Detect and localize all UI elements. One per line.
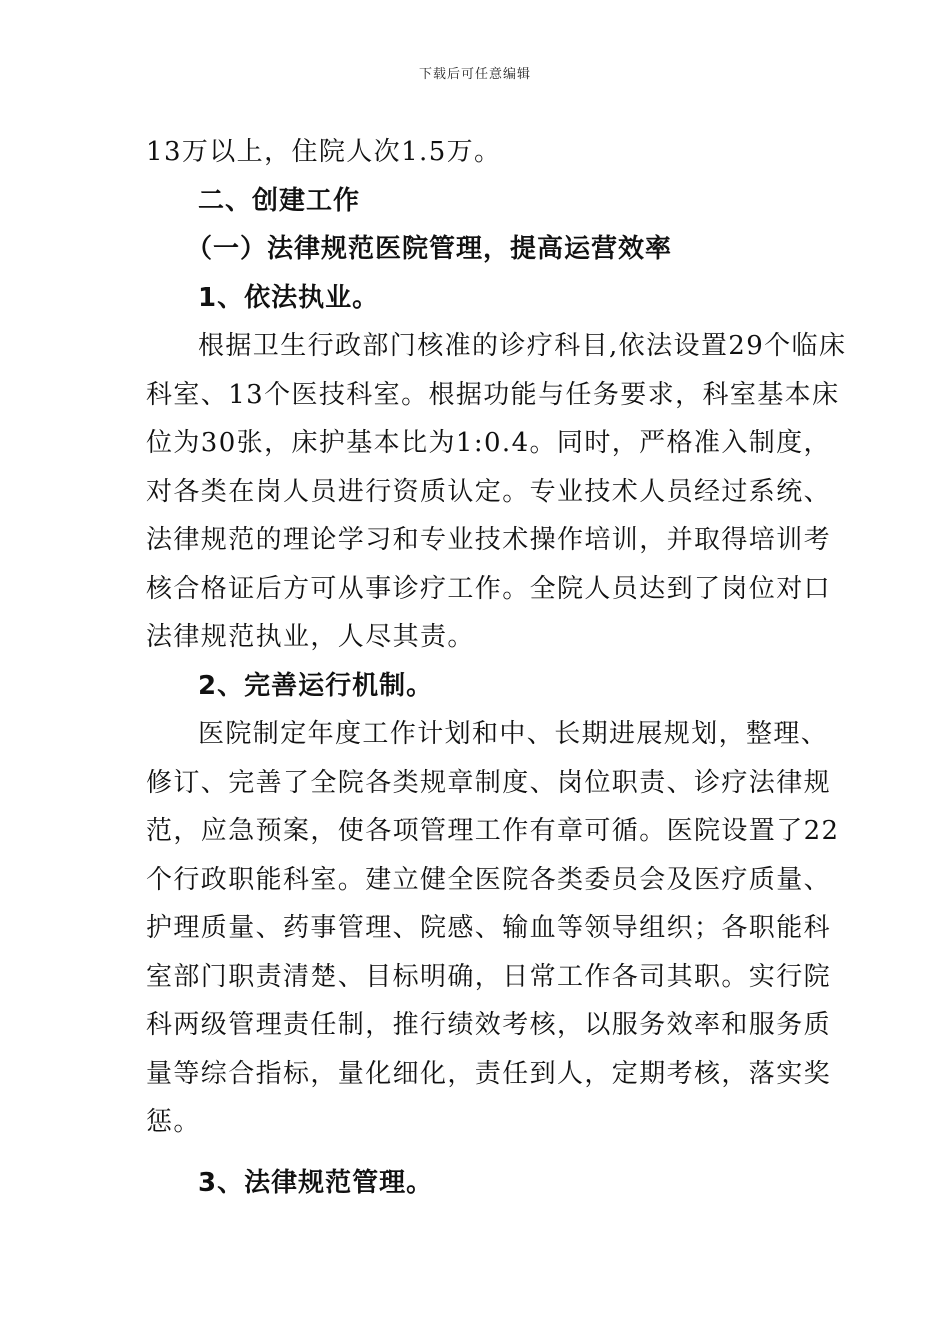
paragraph-line: 法律规范执业，人尽其责。 (146, 622, 475, 652)
paragraph-line: 位为30张，床护基本比为1:0.4。同时，严格准入制度， (146, 428, 831, 458)
paragraph-line: 13万以上，住院人次1.5万。 (146, 137, 502, 167)
spacer (146, 1147, 806, 1159)
section-heading: 二、创建工作 (198, 185, 361, 216)
paragraph-line: 对各类在岗人员进行资质认定。专业技术人员经过系统、 (146, 476, 832, 507)
paragraph-line: 法律规范的理论学习和专业技术操作培训，并取得培训考 (146, 525, 832, 555)
paragraph-line: 科两级管理责任制，推行绩效考核，以服务效率和服务质 (146, 1010, 832, 1040)
paragraph-line: 室部门职责清楚、目标明确，日常工作各司其职。实行院 (146, 961, 832, 992)
paragraph-line: 范，应急预案，使各项管理工作有章可循。医院设置了22 (146, 816, 840, 846)
paragraph-line: 修订、完善了全院各类规章制度、岗位职责、诊疗法律规 (146, 767, 832, 798)
paragraph-line: 惩。 (146, 1107, 201, 1137)
item-heading: 1、依法执业。 (198, 282, 380, 313)
paragraph-line: 根据卫生行政部门核准的诊疗科目,依法设置29个临床 (198, 331, 847, 361)
item-heading: 2、完善运行机制。 (198, 670, 434, 701)
paragraph-line: 科室、13个医技科室。根据功能与任务要求，科室基本床 (146, 379, 840, 410)
paragraph (146, 710, 840, 1147)
paragraph-line: 护理质量、药事管理、院感、输血等领导组织；各职能科 (146, 913, 832, 943)
page-header: 下载后可任意编辑 (418, 67, 531, 82)
paragraph (146, 322, 847, 662)
item-heading: 3、法律规范管理。 (198, 1167, 434, 1198)
paragraph-line: 量等综合指标，量化细化，责任到人，定期考核，落实奖 (146, 1058, 832, 1089)
paragraph-line: 个行政职能科室。建立健全医院各类委员会及医疗质量、 (146, 864, 832, 895)
paragraph-line: 医院制定年度工作计划和中、长期进展规划，整理、 (198, 719, 829, 749)
paragraph-line: 核合格证后方可从事诊疗工作。全院人员达到了岗位对口 (146, 573, 832, 604)
document-body (146, 128, 847, 1207)
subsection-heading: （一）法律规范医院管理，提高运营效率 (186, 234, 673, 264)
